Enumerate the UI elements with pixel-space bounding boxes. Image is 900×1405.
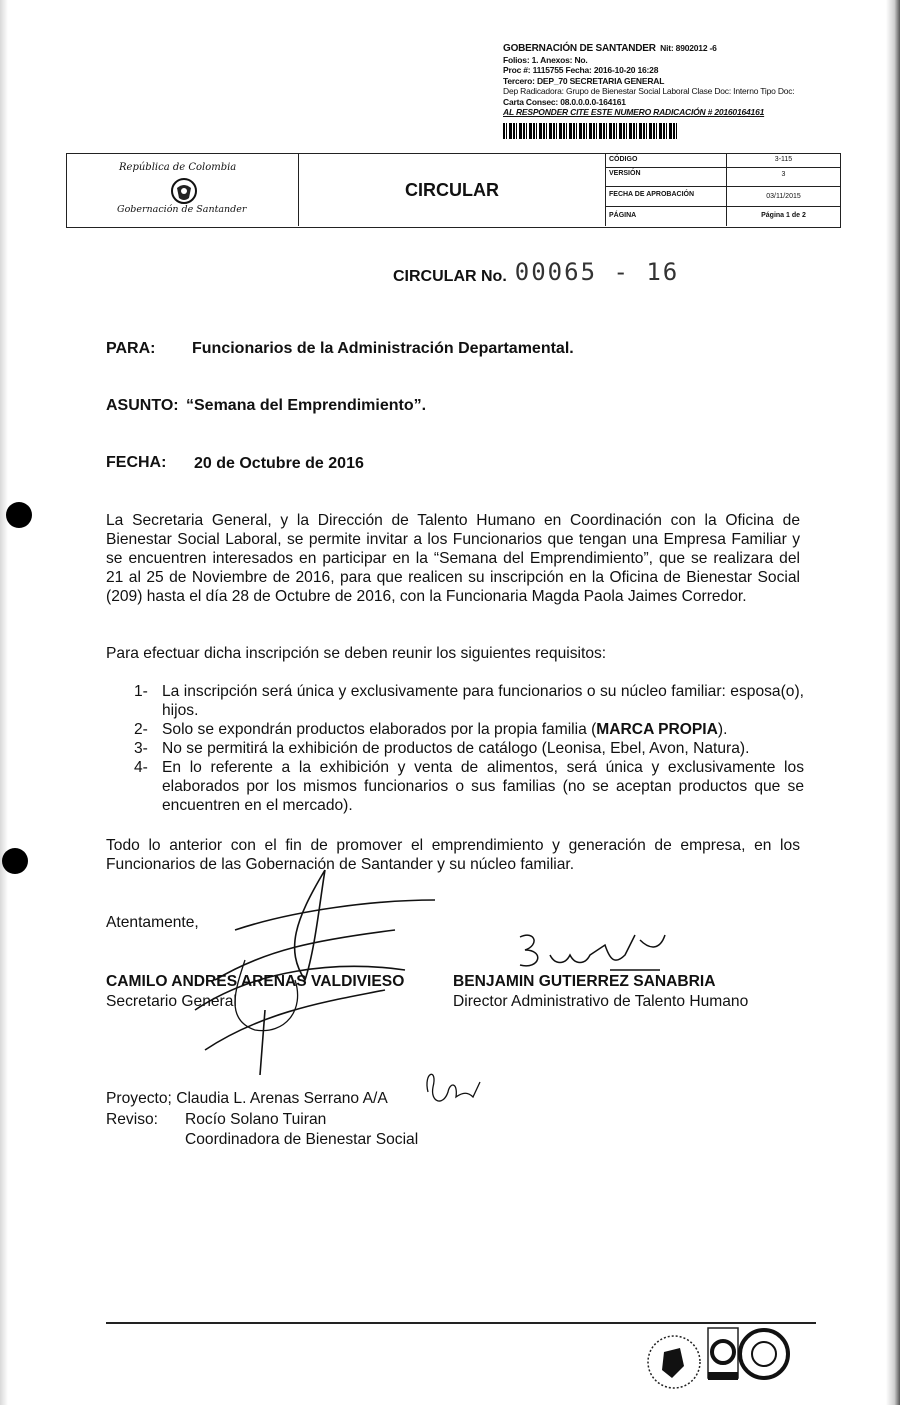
- meta-key: PÁGINA: [609, 212, 637, 219]
- asunto-label: ASUNTO:: [106, 397, 179, 414]
- salutation: Atentamente,: [106, 914, 199, 931]
- iqnet-certification-icon: [740, 1330, 788, 1378]
- icontec-certification-icon: [708, 1328, 738, 1380]
- list-item-number: 1-: [134, 683, 148, 700]
- initials-scribble: [418, 1062, 488, 1112]
- signer-role: Secretario General: [106, 993, 237, 1010]
- document-type-title: CIRCULAR: [299, 154, 606, 226]
- logo-cell: [67, 154, 299, 226]
- meta-key: FECHA DE APROBACIÓN: [609, 191, 695, 198]
- asunto-value: “Semana del Emprendimiento”.: [186, 397, 427, 414]
- signature-scribble-camilo: [175, 860, 465, 1080]
- reviso-name: Rocío Solano Tuiran: [185, 1111, 327, 1128]
- stamp-tercero: Tercero: DEP_70 SECRETARIA GENERAL: [503, 75, 665, 86]
- certification-logos: [636, 1322, 796, 1402]
- circular-number: [393, 258, 679, 286]
- list-item-number: 4-: [134, 759, 148, 776]
- reviso-label: Reviso:: [106, 1111, 158, 1128]
- signature-block-1: [106, 972, 404, 1012]
- meta-value: 3: [726, 168, 840, 186]
- body-paragraph-2: Para efectuar dicha inscripción se deben reunir los siguientes requisitos:: [106, 645, 607, 662]
- proyecto-line: Proyecto; Claudia L. Arenas Serrano A/A: [106, 1090, 388, 1107]
- list-item: [134, 758, 804, 815]
- signer-role: Director Administrativo de Talento Humano: [453, 993, 749, 1010]
- stamp-carta: Carta Consec: 08.0.0.0.0-164161: [503, 96, 626, 107]
- closing-paragraph: Todo lo anterior con el fin de promover el emprendimiento y generación de empresa, en los Funcionarios de las Gobernación de Santander y su núcleo familiar.: [106, 837, 800, 873]
- coat-of-arms-icon: [169, 176, 199, 206]
- meta-row-approval-date: [606, 187, 840, 207]
- stamp-responder: AL RESPONDER CITE ESTE NUMERO RADICACIÓN # 20160164161: [503, 107, 765, 117]
- seal-icon: [648, 1336, 700, 1388]
- asunto-field: [106, 397, 427, 415]
- list-item-number: 2-: [134, 721, 148, 738]
- meta-value: Página 1 de 2: [726, 207, 840, 226]
- list-item: [134, 739, 804, 758]
- fecha-label: FECHA:: [106, 454, 167, 471]
- meta-value: 3-115: [726, 154, 840, 167]
- list-item-text-part: Solo se expondrán productos elaborados por la propia familia (: [162, 721, 597, 738]
- meta-value: 03/11/2015: [726, 187, 840, 206]
- list-item-text: La inscripción será única y exclusivamente para funcionarios o su núcleo familiar: esposa(o), hijos.: [162, 683, 804, 719]
- circular-number-value: 00065 - 16: [514, 258, 680, 286]
- list-item-text-part: ).: [717, 721, 728, 738]
- page-edge-right: [886, 0, 900, 1405]
- signer-name: CAMILO ANDRES ARENAS VALDIVIESO: [106, 973, 405, 990]
- stamp-dep: Dep Radicadora: Grupo de Bienestar Social Laboral Clase Doc: Interno Tipo Doc:: [503, 86, 795, 96]
- reviso-role: Coordinadora de Bienestar Social: [185, 1131, 419, 1148]
- list-item-number: 3-: [134, 740, 148, 757]
- body-paragraph-1: La Secretaria General, y la Dirección de Talento Humano en Coordinación con la Oficina de Bienestar Social Laboral, se permite invitar a los Funcionarios que tengan una Empresa Familiar y se encuentren interesados en participar en la “Semana del Emprendimiento”, que se realizara del 21 al 25 de Noviembre de 2016, para que realicen su inscripción en la Oficina de Bienestar Social (209) hasta el día 28 de Octubre de 2016, con la Funcionaria Magda Paola Jaimes Corredor.: [106, 512, 800, 605]
- signature-block-2: [453, 972, 748, 1012]
- meta-row-version: [606, 168, 840, 187]
- requirements-list: [134, 682, 804, 815]
- header-meta: [606, 154, 840, 226]
- list-item-text: [162, 720, 804, 739]
- barcode: [503, 123, 679, 139]
- list-item-text: No se permitirá la exhibición de productos de catálogo (Leonisa, Ebel, Avon, Natura).: [162, 740, 750, 757]
- punch-hole: [6, 502, 32, 528]
- para-field: [106, 340, 574, 358]
- fecha-field: [106, 454, 364, 472]
- para-label: PARA:: [106, 340, 156, 357]
- meta-key: VERSIÓN: [609, 170, 641, 177]
- punch-hole: [2, 848, 28, 874]
- stamp-entity: GOBERNACIÓN DE SANTANDER: [503, 43, 656, 54]
- fecha-value: 20 de Octubre de 2016: [194, 455, 364, 472]
- list-item: [134, 682, 804, 720]
- page-edge-left: [0, 0, 8, 1405]
- document-header: [66, 153, 841, 228]
- para-value: Funcionarios de la Administración Departamental.: [192, 340, 574, 357]
- circular-number-label: CIRCULAR No.: [393, 268, 507, 285]
- stamp-nit: Nit: 8902012 -6: [660, 43, 717, 53]
- list-item: [134, 720, 804, 739]
- list-item-text: En lo referente a la exhibición y venta de alimentos, será única y exclusivamente los elaborados por los mismos funcionarios o sus familias (no se aceptan productos que se encuentren en el mercado).: [162, 759, 804, 814]
- meta-row-page: [606, 207, 840, 226]
- logo-bottom-text: Gobernación de Santander: [117, 204, 247, 215]
- logo-top-text: República de Colombia: [119, 162, 237, 173]
- registration-stamp: [503, 43, 833, 118]
- signer-name: BENJAMIN GUTIERREZ SANABRIA: [453, 973, 716, 990]
- list-item-text-bold: MARCA PROPIA: [596, 721, 718, 738]
- stamp-folios: Folios: 1. Anexos: No.: [503, 54, 588, 65]
- stamp-proc: Proc #: 1115755 Fecha: 2016-10-20 16:28: [503, 65, 659, 75]
- meta-key: CÓDIGO: [609, 156, 638, 163]
- meta-row-code: [606, 154, 840, 168]
